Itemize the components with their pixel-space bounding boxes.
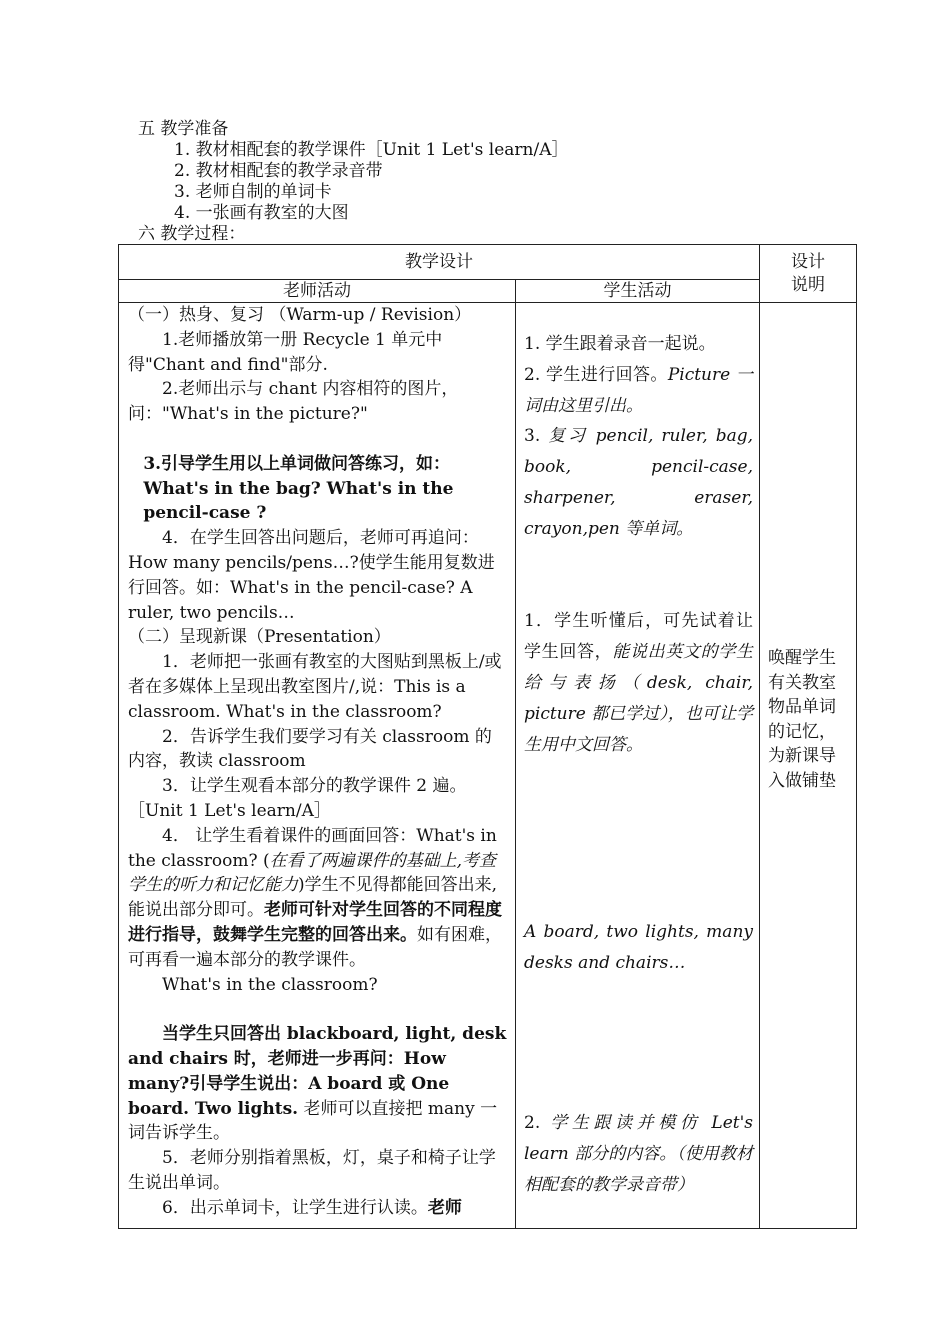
student-step-3: 3. 复习 pencil, ruler, bag, book, pencil-case, sharpener, eraser, crayon,pen 等单词。 [524, 426, 753, 539]
header-student-activity: 学生活动 [516, 280, 760, 303]
design-note-text: 唤醒学生有关教室物品单词的记忆，为新课导入做铺垫 [768, 648, 836, 791]
teacher-activity-cell [119, 303, 516, 1229]
header-teacher-activity: 老师活动 [119, 280, 516, 303]
presentation-step-2: 2．告诉学生我们要学习有关 classroom 的内容，教读 classroom [128, 726, 492, 772]
student-answer-example: A board, two lights, many desks and chairs… [524, 922, 753, 973]
prep-item-3: 3. 老师自制的单词卡 [174, 182, 332, 202]
student-presentation-1: 1．学生听懂后，可先试着让学生回答，能说出英文的学生给与表扬（desk, chair, picture 都已学过），也可让学生用中文回答。 [524, 611, 754, 755]
follow-up-question: 当学生只回答出 blackboard, light, desk and chairs 时，老师进一步再问：How many?引导学生说出：A board 或 One board. Two lights. 老师可以直接把 many 一词告诉学生。 [128, 1024, 507, 1144]
presentation-step-6: 6．出示单词卡，让学生进行认读。老师 [162, 1197, 462, 1218]
student-presentation-2: 2. 学生跟读并模仿 Let's learn 部分的内容。（使用教材相配套的教学录音带） [524, 1113, 754, 1195]
student-step-1: 1. 学生跟着录音一起说。 [524, 334, 716, 354]
presentation-step-4: 4． 让学生看着课件的画面回答：What's in the classroom? (在看了两遍课件的基础上,考查学生的听力和记忆能力)学生不见得都能回答出来,能说出部分即可。老师可针对学生回答的不同程度进行指导，鼓舞学生完整的回答出来。如有困难，可再看一遍本部分的教学课件。 [128, 825, 502, 970]
teacher-step-4: 4．在学生回答出问题后，老师可再追问：How many pencils/pens…?使学生能用复数进行回答。如：What's in the pencil-case? A ruler, two pencils… [128, 528, 495, 623]
teacher-step-1: 1.老师播放第一册 Recycle 1 单元中得"Chant and find"部分. [128, 329, 443, 375]
presentation-heading: （二）呈现新课（Presentation） [128, 627, 391, 648]
presentation-step-3: 3．让学生观看本部分的教学课件 2 遍。［Unit 1 Let's learn/A］ [128, 776, 467, 821]
prep-item-1: 1. 教材相配套的教学课件［Unit 1 Let's learn/A］ [174, 140, 569, 160]
header-teaching-design: 教学设计 [119, 245, 760, 280]
student-step-2: 2. 学生进行回答。Picture 一词由这里引出。 [524, 365, 753, 416]
presentation-step-1: 1．老师把一张画有教室的大图贴到黑板上/或者在多媒体上呈现出教室图片/,说：This is a classroom. What's in the classroom? [128, 652, 502, 722]
teacher-step-2: 2.老师出示与 chant 内容相符的图片，问："What's in the picture?" [128, 379, 459, 425]
prep-item-2: 2. 教材相配套的教学录音带 [174, 161, 383, 181]
prep-item-4: 4. 一张画有教室的大图 [174, 203, 349, 223]
section-5-title: 五 教学准备 [138, 119, 229, 139]
design-note-cell [760, 303, 857, 1229]
question-line: What's in the classroom? [162, 974, 378, 995]
header-design-note: 设计说明 [760, 245, 857, 303]
presentation-step-5: 5．老师分别指着黑板，灯，桌子和椅子让学生说出单词。 [128, 1148, 496, 1193]
section-6-title: 六 教学过程： [138, 224, 246, 244]
teaching-process-table [118, 244, 857, 1229]
warmup-heading: （一）热身、复习 （Warm-up / Revision） [128, 305, 472, 325]
student-activity-cell [516, 303, 760, 1229]
teacher-step-3: 3.引导学生用以上单词做问答练习，如：What's in the bag? What's in the pencil-case ? [143, 453, 454, 524]
